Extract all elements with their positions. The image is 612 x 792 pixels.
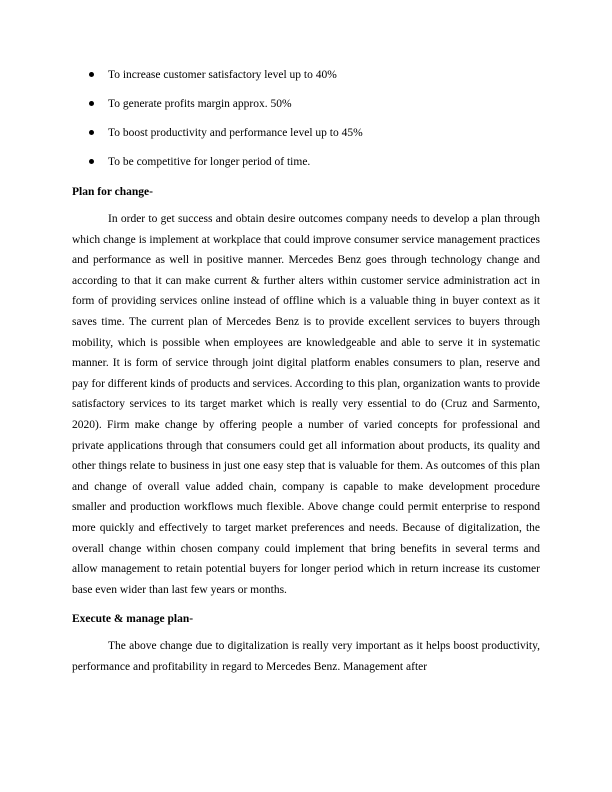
plan-for-change-heading: Plan for change- xyxy=(72,186,153,198)
list-item-text: To boost productivity and performance level up to 45% xyxy=(108,127,363,139)
list-item-text: To be competitive for longer period of time. xyxy=(108,156,311,168)
page-content xyxy=(72,66,540,677)
bullet-icon xyxy=(89,159,94,164)
list-item xyxy=(72,153,540,171)
list-item xyxy=(72,124,540,142)
bullet-icon xyxy=(89,72,94,77)
list-item xyxy=(72,95,540,113)
execute-manage-plan-heading: Execute & manage plan- xyxy=(72,613,194,626)
bullet-icon xyxy=(89,130,94,135)
plan-for-change-paragraph: In order to get success and obtain desire outcomes company needs to develop a plan through which change is implement at workplace that could improve consumer service management practices and performance as well in positive manner. Mercedes Benz goes through technology change and according to that it can make current & further alters within customer service administration act in form of providing services online instead of offline which is a valuable thing in buyer context as it saves time. The current plan of Mercedes Benz is to provide excellent services to buyers through mobility, which is possible when employees are knowledgeable and able to serve it in systematic manner. It is form of service through joint digital platform enables consumers to plan, reserve and pay for different kinds of products and services. According to this plan, organization wants to provide satisfactory services to its target market which is really very essential to do (Cruz and Sarmento, 2020). Firm make change by offering people a number of varied concepts for professional and private applications through that consumers could get all information about products, its quality and other things relate to business in just one easy step that is valuable for them. As outcomes of this plan and change of overall value added chain, company is capable to make development procedure smaller and production workflows much flexible. Above change could permit enterprise to respond more quickly and effectively to target market preferences and needs. Because of digitalization, the overall change within chosen company could implement that bring benefits in several terms and allow management to retain potential buyers for longer period which in return increase its customer base even wider than last few years or months. xyxy=(72,213,540,596)
list-item-text: To generate profits margin approx. 50% xyxy=(108,98,292,110)
objectives-list xyxy=(72,66,540,171)
list-item-text: To increase customer satisfactory level up to 40% xyxy=(108,69,337,81)
list-item xyxy=(72,66,540,84)
bullet-icon xyxy=(89,101,94,106)
execute-manage-plan-paragraph: The above change due to digitalization is really very important as it helps boost productivity, performance and profitability in regard to Mercedes Benz. Management after xyxy=(72,640,540,673)
